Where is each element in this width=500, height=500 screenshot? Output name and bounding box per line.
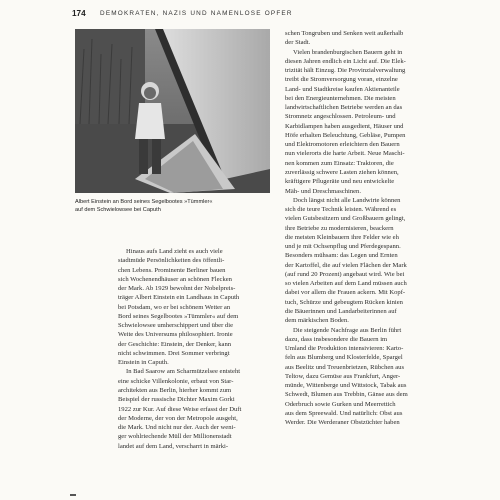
text-line: Höfe erhalten Beleuchtung, Gebläse, Pumpen (285, 131, 406, 139)
caption-line: Albert Einstein an Bord seines Segelbootes »Tümmler« (75, 199, 213, 205)
text-line: architekten aus Berlin, hierher kommt zum (118, 386, 232, 394)
text-line: diesen Jahren endlich ein Licht auf. Die Elek- (285, 57, 406, 65)
text-line: der Moderne, der von der Metropole ausgeht, (118, 414, 238, 422)
text-line: dazu, dass insbesondere die Bauern im (285, 335, 388, 343)
right-text-column (285, 29, 435, 427)
text-line: (auf rund 20 Prozent) angebaut wird. Wie bei (285, 270, 405, 278)
text-line: die meisten Kleinbauern ihre Felder wie eh (285, 233, 399, 241)
text-line: sich die teure Technik leisten. Während es (285, 206, 397, 214)
text-line: dabei vor allem die Frauen ackern. Mit Kopf- (285, 289, 406, 297)
text-line: feln aus Blumberg und Klosterfelde, Spargel (285, 354, 403, 362)
text-line: der Kartoffel, die auf vielen Flächen der Mark (285, 261, 407, 269)
text-line: Stromnetz angeschlossen. Petroleum- und (285, 113, 396, 121)
text-line: landwirtschaftlichen Betriebe werden an das (285, 104, 403, 112)
text-line: nicht schwimmen. Drei Sommer verbringt (118, 349, 230, 357)
text-line: Einstein in Caputh. (118, 359, 169, 367)
text-line: der Mark. Ab 1929 bewohnt der Nobelpreis- (118, 285, 236, 293)
text-line: stadtmüde Persönlichkeiten des öffentli- (118, 257, 225, 265)
text-line: der Geschichte: Einstein, der Denker, kann (118, 340, 232, 348)
left-text-column (118, 247, 271, 451)
text-line: aus Beelitz und Treuenbrietzen, Rübchen aus (285, 363, 405, 371)
running-header: DEMOKRATEN, NAZIS UND NAMENLOSE OPFER (100, 10, 293, 17)
text-line: der Stadt. (285, 39, 311, 47)
text-line: so vielen Arbeiten auf dem Land müssen auch (285, 280, 407, 288)
text-line: trizität hält Einzug. Die Provinzialverwaltung (285, 67, 406, 75)
text-line: chen Lebens. Prominente Berliner bauen (118, 266, 226, 274)
einstein-photo (75, 29, 270, 193)
text-line: bei Potsdam, wo er bei schönem Wetter an (118, 303, 231, 311)
text-line: und je mit Ochsenpflug und Pferdegespann. (285, 243, 401, 251)
photo-caption (75, 198, 275, 215)
text-line: Mäh- und Dreschmaschinen. (285, 187, 361, 195)
text-line: aus dem Spreewald. Und natürlich: Obst aus (285, 409, 403, 417)
text-line: Werder. Die Werderaner Obstzüchter haben (285, 419, 400, 427)
text-line: kräftigere Pflugeräte und neu entwickelte (285, 178, 395, 186)
caption-line: auf dem Schwielowsee bei Caputh (75, 207, 161, 214)
text-line: Karbidlampen haben ausgedient, Häuser und (285, 122, 404, 130)
text-line: die Mark. Und nicht nur der. Auch der weni- (118, 424, 236, 432)
text-line: Bord seines Segelbootes »Tümmler« auf dem (118, 312, 239, 320)
text-line: Weite des Universums philosophiert. Ironie (118, 331, 233, 339)
text-line: münde, Wittenberge und Wittstock, Tabak aus (285, 382, 407, 390)
text-line: vielen Gutsbesitzern und Großbauern gelingt, (285, 215, 406, 223)
text-line: Die steigende Nachfrage aus Berlin führt (293, 326, 402, 334)
text-line: dem märkischen Boden. (285, 317, 349, 325)
text-line: Schwedt, Blumen aus Trebbin, Gänse aus dem (285, 391, 408, 399)
text-line: nen kommen zum Einsatz: Traktoren, die (285, 159, 394, 167)
text-line: Beispiel der russische Dichter Maxim Gorki (118, 396, 235, 404)
text-line: ihre Betriebe zu modernisieren, beackern (285, 224, 394, 232)
text-line: zuverlässig schwere Lasten ziehen können, (285, 168, 399, 176)
text-line: Oderbruch sowie Gurken und Meerrettich (285, 400, 396, 408)
text-line: nun vielerorts die harte Arbeit. Neue Maschi- (285, 150, 405, 158)
text-line: In Bad Saarow am Scharmützelsee entsteht (126, 368, 241, 376)
text-line: bei den Energieunternehmen. Die meisten (285, 94, 396, 102)
text-line: Doch längst nicht alle Landwirte können (293, 196, 401, 204)
text-line: schen Tongruben und Senken weit außerhalb (285, 30, 404, 37)
text-line: träger Albert Einstein ein Landhaus in Caputh (118, 294, 240, 302)
text-line: sich Wochenendhäuser an schönen Flecken (118, 275, 232, 283)
text-line: landet auf dem Land, verscharrt in märki- (118, 442, 229, 450)
text-line: Hinaus aufs Land zieht es auch viele (126, 248, 223, 255)
text-line: Vielen brandenburgischen Bauern geht in (293, 48, 403, 56)
page-footer-mark (70, 494, 76, 496)
text-line: tuch, Schürze und gebeugtem Rücken kinien (285, 298, 403, 306)
text-line: Land- und Stadtkreise kaufen Aktienanteile (285, 85, 400, 93)
text-line: und Elektromotoren erleichtern den Bauern (285, 141, 400, 149)
page-number: 174 (72, 9, 86, 18)
text-line: Besonders mühsam: das Legen und Ernten (285, 252, 398, 260)
text-line: Teltow, dazu Gemüse aus Frankfurt, Anger- (285, 372, 401, 380)
text-line: Umland die Produktion intensivieren: Karto- (285, 345, 404, 353)
text-line: Schwielowsee umherschippert und über die (118, 322, 233, 330)
text-line: treibt die Stromversorgung voran, einzelne (285, 76, 398, 84)
text-line: die Bäuerinnen und Landarbeiterinnen auf (285, 307, 397, 315)
text-line: ger wohlriechende Müll der Millionenstadt (118, 433, 232, 441)
text-line: 1922 zur Kur. Auf diese Weise erfasst der Duft (118, 405, 242, 413)
text-line: eine schicke Villenkolonie, erbaut von Star- (118, 377, 234, 385)
